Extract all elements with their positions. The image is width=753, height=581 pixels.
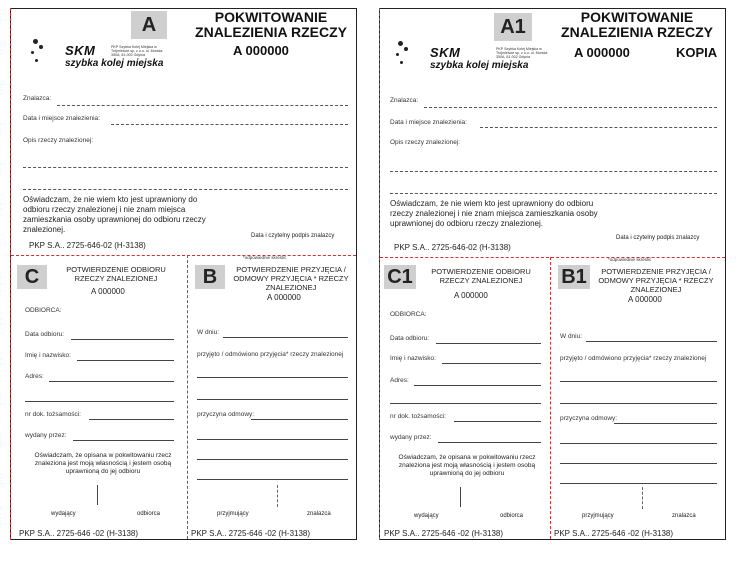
- c-recipient-label: ODBIORCA:: [390, 311, 427, 318]
- b-accepted-field-2[interactable]: [197, 399, 348, 400]
- b-note: *odpowiednie skreślić: [243, 255, 287, 260]
- b-date-field[interactable]: [223, 337, 348, 338]
- c-recipient-label: ODBIORCA:: [25, 307, 62, 314]
- b-reason-field-1[interactable]: [614, 423, 717, 424]
- form-title-line1: POKWITOWANIE: [214, 9, 328, 25]
- b-accepted-label: przyjęto / odmówiono przyjęcia* rzeczy znalezionej: [560, 355, 707, 362]
- c-issued-label: wydany przez:: [390, 434, 432, 441]
- c-declaration: Oświadczam, że opisana w pokwitowaniu rzecz znaleziona jest moją własnością i jestem osobą uprawnioną do jej odbioru: [398, 454, 536, 477]
- c-address-label: Adres:: [390, 377, 409, 384]
- description-field-line-2[interactable]: [23, 189, 348, 190]
- copy-label: KOPIA: [676, 45, 718, 60]
- section-letter-a1: A1: [494, 13, 532, 41]
- logo-address: PKP Szybka Kolej Miejska w Trójmieście sp. z o.o. ul. Morska 350A, 81-002 Gdynia: [496, 47, 548, 59]
- form-title-line1: POKWITOWANIE: [580, 9, 694, 25]
- logo-skm-text: SKM: [65, 43, 96, 58]
- c-address-field-2[interactable]: [25, 401, 174, 402]
- c-date-field[interactable]: [71, 339, 174, 340]
- c-recipient-signature-label: odbiorca: [137, 511, 161, 517]
- b-date-label: W dniu:: [197, 329, 220, 336]
- logo-subtitle-text: szybka kolej miejska: [65, 58, 164, 69]
- c-address-field-2[interactable]: [390, 403, 541, 404]
- b-signature-divider: [642, 487, 643, 509]
- c-name-field[interactable]: [442, 363, 541, 364]
- b-title: POTWIERDZENIE PRZYJĘCIA / ODMOWY PRZYJĘCIA * RZECZY ZNALEZIONEJ: [598, 267, 714, 294]
- finder-label: Znalazca:: [390, 97, 419, 104]
- signature-label: Data i czytelny podpis znalazcy: [251, 233, 335, 239]
- b-accepted-label: przyjęto / odmówiono przyjęcia* rzeczy znalezionej: [197, 351, 344, 358]
- b-reason-field-1[interactable]: [251, 419, 348, 420]
- c-name-field[interactable]: [77, 360, 174, 361]
- section-letter-c: C: [17, 265, 47, 289]
- b-accepting-label: przyjmujący: [217, 511, 249, 517]
- b-reason-field-4[interactable]: [560, 483, 717, 484]
- description-field-line-1[interactable]: [390, 171, 717, 172]
- c-id-label: nr dok. tożsamości:: [390, 413, 446, 420]
- b-accepted-field-1[interactable]: [560, 381, 717, 382]
- b-signature-divider: [277, 485, 278, 507]
- declaration-text: Oświadczam, że nie wiem kto jest uprawniony do odbioru rzeczy znalezionej i nie znam miejsca zamieszkania osoby uprawnionej do odbioru rzeczy znalezionej.: [23, 195, 206, 234]
- c-signature-divider: [460, 487, 461, 507]
- c-recipient-signature-label: odbiorca: [500, 513, 524, 519]
- b-finder-label: znalazca: [307, 511, 331, 517]
- c-title: POTWIERDZENIE ODBIORU RZECZY ZNALEZIONEJ: [431, 267, 531, 285]
- c-issued-field[interactable]: [73, 440, 174, 441]
- c-signature-divider: [97, 485, 98, 505]
- c-date-label: Data odbioru:: [390, 335, 430, 342]
- c-id-field[interactable]: [454, 421, 541, 422]
- logo-subtitle-text: szybka kolej miejska: [430, 60, 529, 71]
- date-place-field[interactable]: [111, 124, 348, 125]
- cut-line-middle: [550, 257, 551, 539]
- b-reason-field-3[interactable]: [197, 459, 348, 460]
- finder-label: Znalazca:: [23, 95, 52, 102]
- c-address-field-1[interactable]: [49, 381, 174, 382]
- c-issued-label: wydany przez:: [25, 432, 67, 439]
- b-date-field[interactable]: [586, 341, 717, 342]
- c-date-label: Data odbioru:: [25, 331, 65, 338]
- form-page-original: [10, 8, 357, 540]
- b-note: *odpowiednie skreślić: [608, 257, 652, 262]
- skm-logo: [390, 39, 590, 79]
- skm-logo: [25, 37, 225, 77]
- b-accepted-field-2[interactable]: [560, 403, 717, 404]
- b-reason-field-2[interactable]: [560, 443, 717, 444]
- b-accepting-label: przyjmujący: [582, 513, 614, 519]
- c-id-field[interactable]: [89, 419, 174, 420]
- form-number: A 000000: [574, 45, 630, 60]
- form-number: A 000000: [233, 43, 289, 58]
- b-reason-field-4[interactable]: [197, 479, 348, 480]
- date-place-field[interactable]: [480, 127, 717, 128]
- c-footer: PKP S.A.. 2725-646 -02 (H-3138): [19, 529, 139, 538]
- footer-top: PKP S.A.. 2725-646-02 (H-3138): [29, 241, 146, 250]
- cut-line-middle: [187, 255, 188, 539]
- footer-top: PKP S.A.. 2725-646-02 (H-3138): [394, 243, 511, 252]
- b-date-label: W dniu:: [560, 333, 583, 340]
- cut-line-horizontal: [11, 255, 356, 256]
- c-declaration: Oświadczam, że opisana w pokwitowaniu rzecz znaleziona jest moją własnością i jestem osobą uprawnioną do jej odbioru: [34, 452, 172, 475]
- b-reason-field-2[interactable]: [197, 439, 348, 440]
- b-reason-field-3[interactable]: [560, 463, 717, 464]
- c-number: A 000000: [91, 287, 125, 296]
- b-accepted-field-1[interactable]: [197, 377, 348, 378]
- date-place-label: Data i miejsce znalezienia:: [390, 119, 467, 126]
- c-date-field[interactable]: [436, 343, 541, 344]
- description-label: Opis rzeczy znalezionej:: [390, 139, 461, 146]
- c-name-label: Imię i nazwisko:: [25, 352, 71, 359]
- b-footer: PKP S.A.. 2725-646 -02 (H-3138): [191, 529, 311, 538]
- finder-field[interactable]: [57, 105, 348, 106]
- cut-line-vertical: [379, 8, 380, 540]
- section-letter-c1: C1: [384, 265, 416, 289]
- form-page-copy: [379, 8, 726, 540]
- section-letter-a: A: [131, 11, 167, 39]
- form-title-line2: ZNALEZIENIA RZECZY: [195, 24, 347, 40]
- form-title: [191, 10, 351, 40]
- b-title: POTWIERDZENIE PRZYJĘCIA / ODMOWY PRZYJĘCIA * RZECZY ZNALEZIONEJ: [233, 265, 349, 292]
- b-footer: PKP S.A.. 2725-646 -02 (H-3138): [554, 529, 674, 538]
- section-letter-b1: B1: [558, 265, 590, 289]
- b-number: A 000000: [267, 293, 301, 302]
- form-title: [554, 10, 720, 40]
- b-reason-label: przyczyna odmowy:: [560, 415, 618, 422]
- b-number: A 000000: [628, 295, 662, 304]
- c-address-field-1[interactable]: [414, 385, 541, 386]
- description-label: Opis rzeczy znalezionej:: [23, 137, 94, 144]
- c-title: POTWIERDZENIE ODBIORU RZECZY ZNALEZIONEJ: [66, 265, 166, 283]
- c-name-label: Imię i nazwisko:: [390, 355, 436, 362]
- cut-line-vertical: [10, 8, 11, 540]
- c-issuing-label: wydający: [414, 513, 439, 519]
- c-issued-field[interactable]: [438, 442, 541, 443]
- c-address-label: Adres:: [25, 373, 44, 380]
- c-id-label: nr dok. tożsamości:: [25, 411, 81, 418]
- cut-line-horizontal: [380, 257, 725, 258]
- signature-label: Data i czytelny podpis znalazcy: [616, 235, 700, 241]
- b-reason-label: przyczyna odmowy:: [197, 411, 255, 418]
- logo-address: PKP Szybka Kolej Miejska w Trójmieście sp. z o.o. ul. Morska 350A, 81-002 Gdynia: [111, 45, 163, 57]
- section-letter-b: B: [195, 265, 225, 289]
- date-place-label: Data i miejsce znalezienia:: [23, 115, 100, 122]
- description-field-line-1[interactable]: [23, 167, 348, 168]
- c-number: A 000000: [454, 291, 488, 300]
- finder-field[interactable]: [424, 107, 717, 108]
- b-finder-label: znalazca: [672, 513, 696, 519]
- logo-skm-text: SKM: [430, 45, 461, 60]
- description-field-line-2[interactable]: [390, 193, 717, 194]
- form-title-line2: ZNALEZIENIA RZECZY: [561, 24, 713, 40]
- c-footer: PKP S.A.. 2725-646 -02 (H-3138): [384, 529, 504, 538]
- c-issuing-label: wydający: [51, 511, 76, 517]
- declaration-text: Oświadczam, że nie wiem kto jest uprawniony do odbioru rzeczy znalezionej i nie znam miejsca zamieszkania osoby uprawnionej do odbioru rzeczy znalezionej.: [390, 199, 598, 228]
